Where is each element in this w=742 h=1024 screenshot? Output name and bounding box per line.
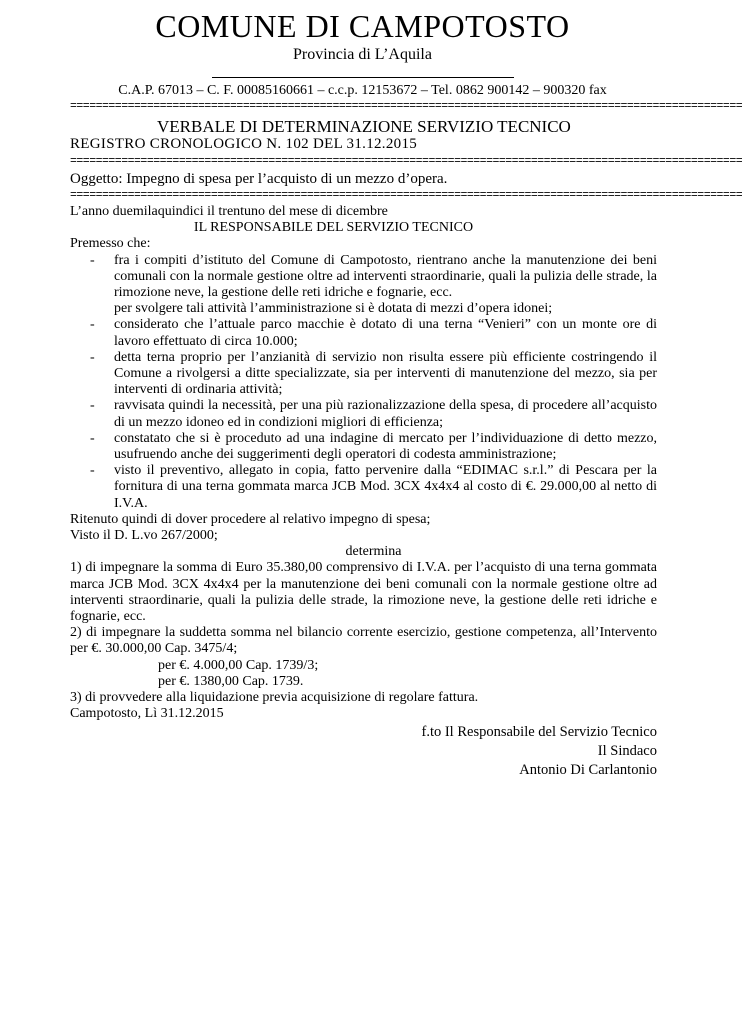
registry-number: REGISTRO CRONOLOGICO N. 102 DEL 31.12.2015: [70, 136, 418, 152]
province-subtitle: Provincia di L’Aquila: [293, 46, 432, 63]
determina-point-2-line-3: per €. 1380,00 Cap. 1739.: [158, 673, 304, 689]
registry-separator: =========================================================================================================: [70, 155, 742, 168]
municipality-title: COMUNE DI CAMPOTOSTO: [155, 8, 570, 44]
list-item: per svolgere tali attività l’amministrazione si è dotata di mezzi d’opera idonei;: [114, 301, 553, 317]
list-item: - constatato che si è proceduto ad una indagine di mercato per l’individuazione di detto mezzo, usufruendo anche dei suggerimenti degli operatori di codesta amministrazione;: [90, 430, 657, 463]
contact-info: C.A.P. 67013 – C. F. 00085160661 – c.c.p. 12153672 – Tel. 0862 900142 – 900320 fax: [118, 83, 607, 98]
determina-point-2-line-2: per €. 4.000,00 Cap. 1739/3;: [158, 657, 319, 673]
responsabile-heading: IL RESPONSABILE DEL SERVIZIO TECNICO: [193, 220, 474, 236]
signature-title: Il Sindaco: [597, 742, 657, 759]
header-separator: =========================================================================================================: [70, 100, 742, 113]
determina-heading: determina: [345, 544, 402, 560]
visto-line: Visto il D. L.vo 267/2000;: [70, 528, 218, 544]
signature-name: Antonio Di Carlantonio: [519, 761, 657, 778]
subject-line: Oggetto: Impegno di spesa per l’acquisto di un mezzo d’opera.: [70, 171, 448, 187]
signature-block: [70, 723, 657, 780]
determina-point-1: 1) di impegnare la somma di Euro 35.380,00 comprensivo di I.V.A. per l’acquisto di una terna gommata marca JCB Mod. 3CX 4x4x4 per la manutenzione dei beni comunali con la normale gestione oltre ad interventi straordinarie, quali la pulizia delle strade, la rimozione neve, la gestione delle reti idriche e fognarie, ecc.: [70, 560, 657, 625]
header-divider: [212, 77, 514, 78]
list-item: - fra i compiti d’istituto del Comune di Campotosto, rientrano anche la manutenzione dei beni comunali con la normale gestione oltre ad interventi straordinarie, quali la pulizia delle strade, la rimozione neve, la gestione delle reti idriche e fognarie, ecc.: [90, 252, 657, 301]
list-item: - detta terna proprio per l’anzianità di servizio non risulta essere più efficiente costringendo il Comune a rivolgersi a ditte specializzate, sia per interventi di manutenzione del mezzo, sia per interventi di ordinaria attività;: [90, 349, 657, 398]
determina-point-2: 2) di impegnare la suddetta somma nel bilancio corrente esercizio, gestione competenza, all’Intervento per €. 30.000,00 Cap. 3475/4;: [70, 625, 657, 657]
list-item: - considerato che l’attuale parco macchie è dotato di una terna “Venieri” con un monte ore di lavoro effettuato di circa 10.000;: [90, 317, 657, 349]
subject-separator: =========================================================================================================: [70, 189, 742, 202]
document-body: [70, 204, 657, 780]
determina-point-3: 3) di provvedere alla liquidazione previa acquisizione di regolare fattura.: [70, 690, 479, 706]
list-item: - ravvisata quindi la necessità, per una più razionalizzazione della spesa, di procedere all’acquisto di un mezzo idoneo ed in condizioni migliori di efficienza;: [90, 398, 657, 430]
document-type-title: VERBALE DI DETERMINAZIONE SERVIZIO TECNICO: [157, 117, 571, 136]
place-date: Campotosto, Lì 31.12.2015: [70, 706, 224, 722]
premesse-list: [70, 253, 657, 512]
intro-line: L’anno duemilaquindici il trentuno del mese di dicembre: [70, 204, 388, 219]
signature-role: f.to Il Responsabile del Servizio Tecnico: [421, 723, 657, 740]
list-item: - visto il preventivo, allegato in copia, fatto pervenire dalla “EDIMAC s.r.l.” di Pescara per la fornitura di una terna gommata marca JCB Mod. 3CX 4x4x4 al costo di €. 29.000,00 al netto di I.V.A.: [90, 463, 657, 511]
premesso-label: Premesso che:: [70, 236, 151, 252]
ritenuto-line: Ritenuto quindi di dover procedere al relativo impegno di spesa;: [70, 511, 431, 527]
